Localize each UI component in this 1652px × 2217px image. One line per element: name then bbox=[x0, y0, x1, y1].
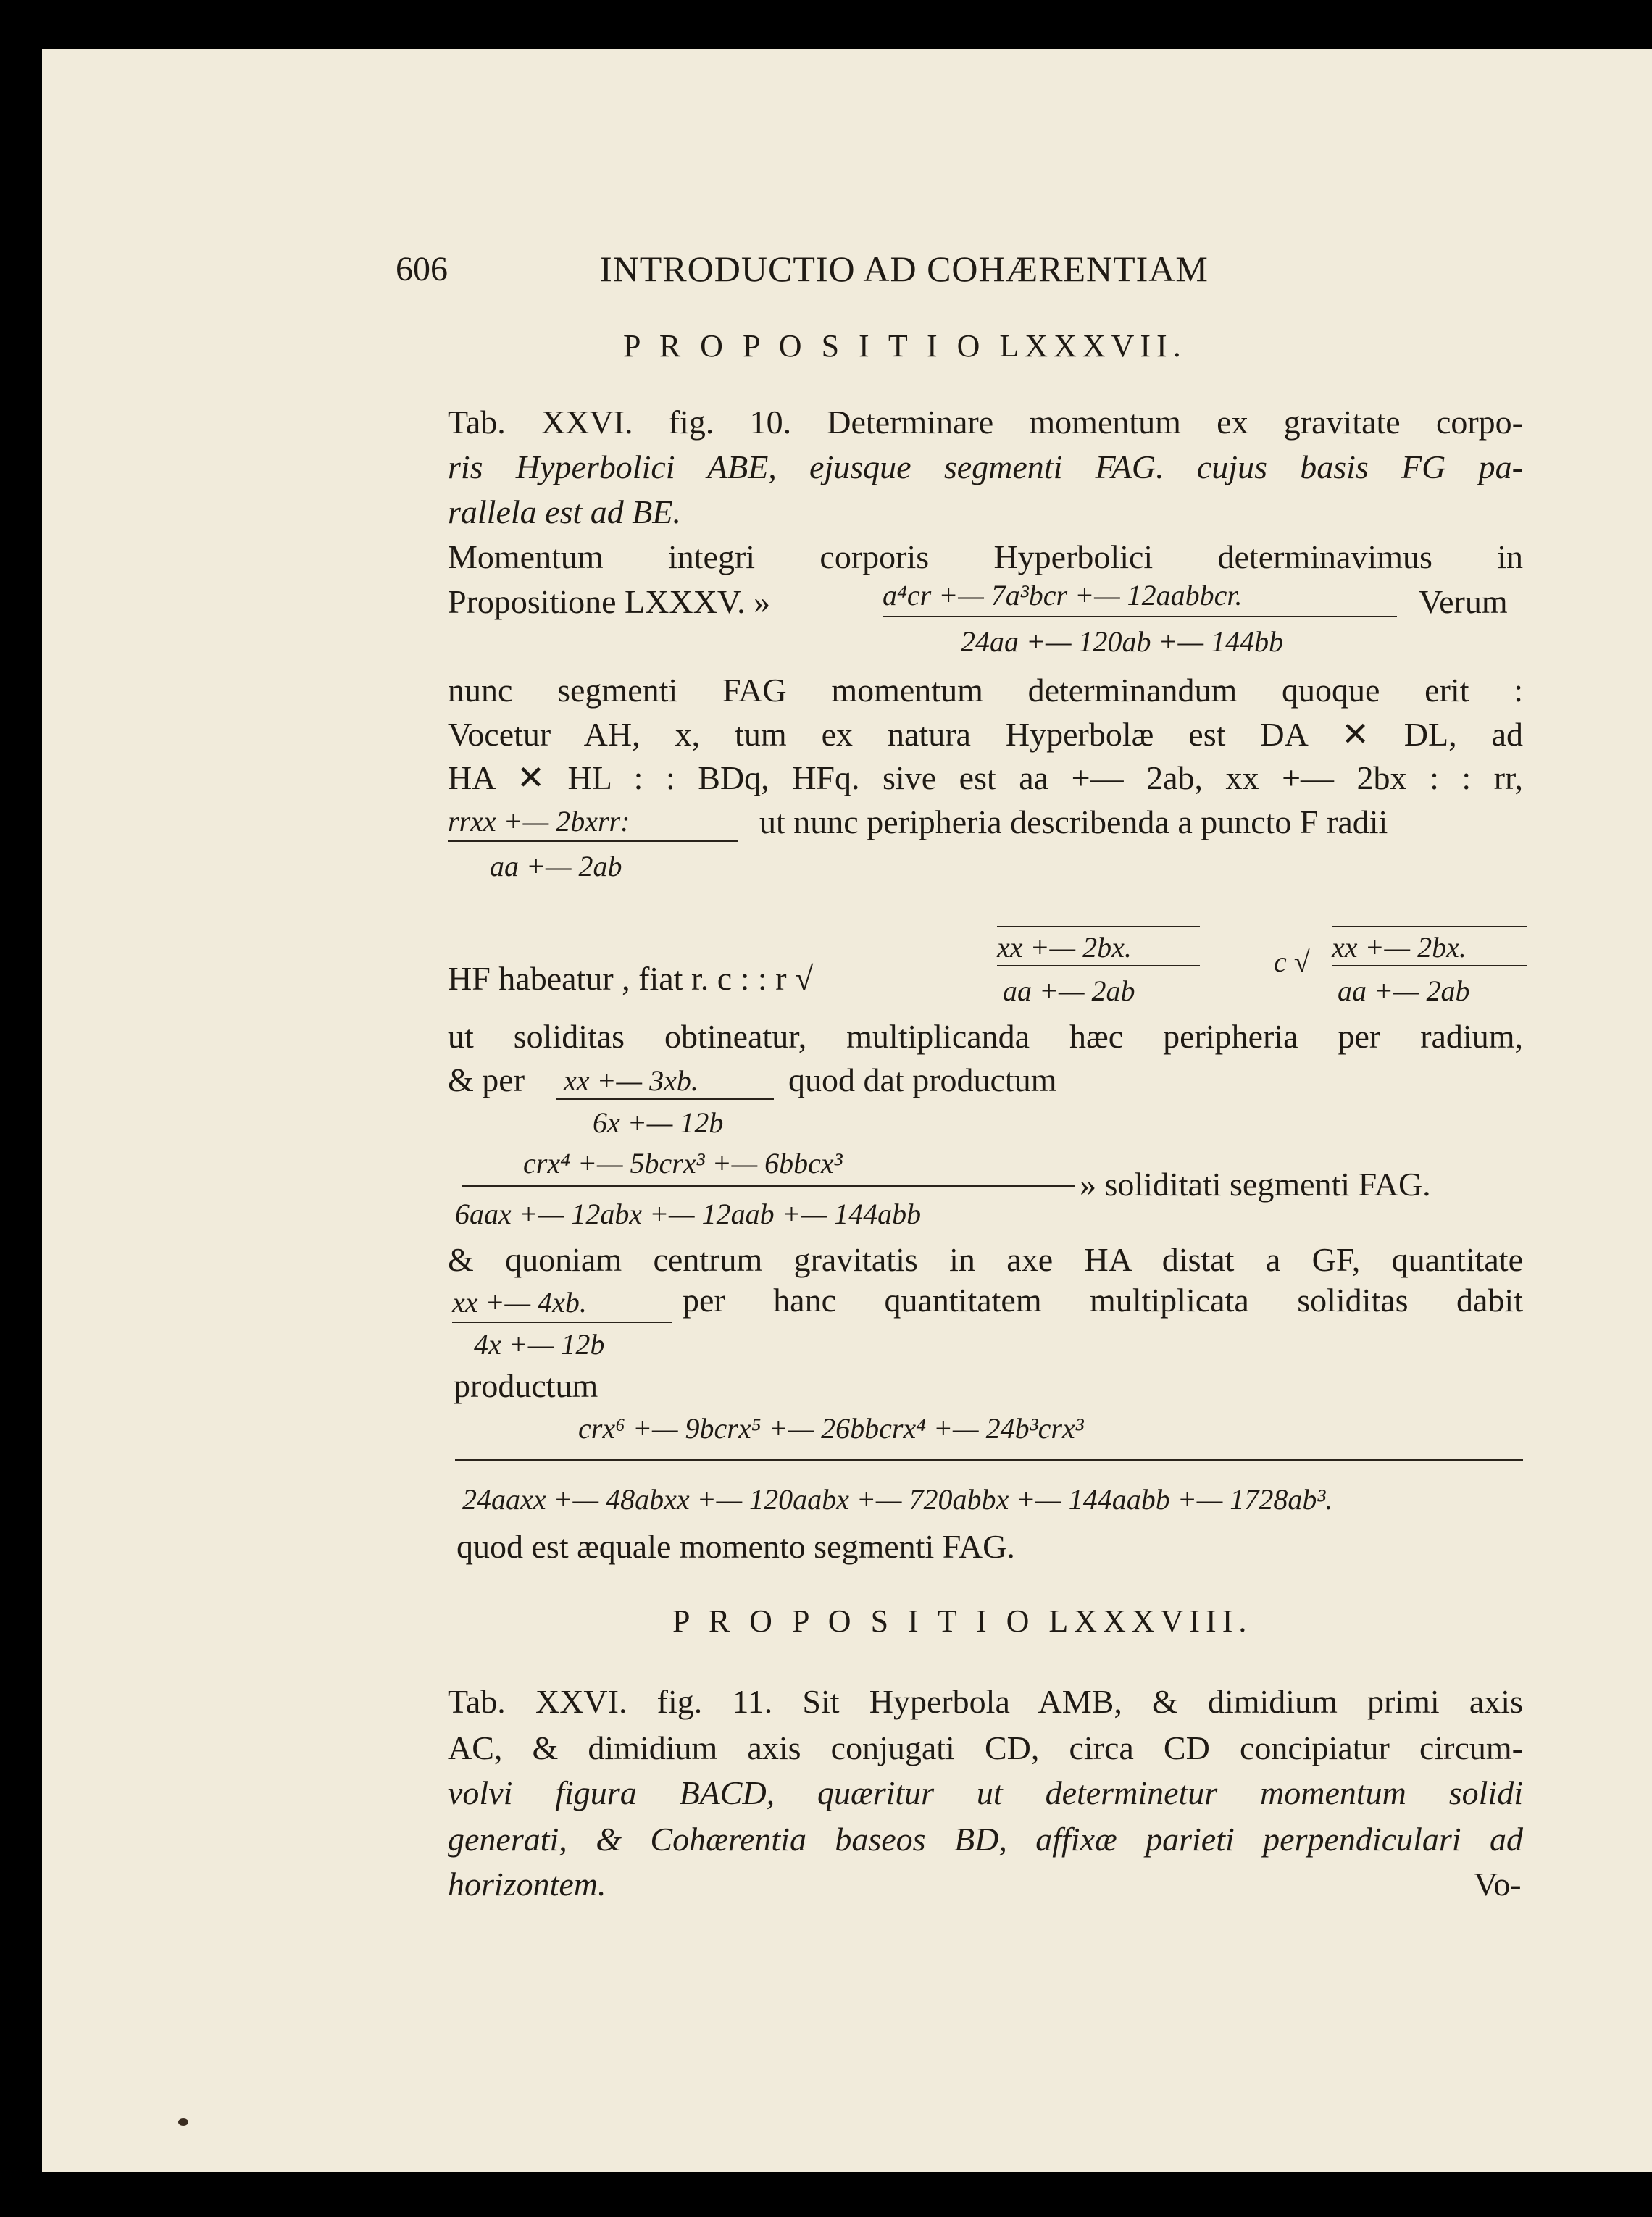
fraction-4-prefix: c √ bbox=[1274, 945, 1310, 978]
fraction-6-denominator: 6aax +— 12abx +— 12aab +— 144abb bbox=[455, 1198, 922, 1230]
p4-line-1: & quoniam centrum gravitatis in axe HA distat a GF, quantitate bbox=[448, 1241, 1523, 1278]
radical-2-overline bbox=[1332, 926, 1527, 927]
p1-line-2-start: Propositione LXXXV. » bbox=[448, 583, 771, 620]
fraction-1-bar bbox=[883, 616, 1397, 617]
fraction-6-result: » soliditati segmenti FAG. bbox=[1080, 1166, 1431, 1203]
fraction-5-numerator: xx +— 3xb. bbox=[564, 1064, 698, 1097]
p4-line-2-end: per hanc quantitatem multiplicata soliditas dabit bbox=[683, 1282, 1523, 1319]
prop88-line-1: Tab. XXVI. fig. 11. Sit Hyperbola AMB, & dimidium primi axis bbox=[448, 1683, 1523, 1720]
fraction-3-numerator: xx +— 2bx. bbox=[997, 931, 1132, 964]
fraction-3-bar bbox=[997, 965, 1200, 966]
p2-line-2: Vocetur AH, x, tum ex natura Hyperbolæ est DA ✕ DL, ad bbox=[448, 716, 1523, 753]
fraction-6-numerator: crx⁴ +— 5bcrx³ +— 6bbcx³ bbox=[523, 1147, 843, 1180]
fraction-1-numerator: a⁴cr +— 7a³bcr +— 12aabbcr. bbox=[883, 579, 1243, 611]
prop87-heading: P R O P O S I T I O LXXXVII. bbox=[623, 328, 1187, 364]
fraction-7-denominator: 4x +— 12b bbox=[474, 1328, 605, 1361]
fraction-5-bar bbox=[556, 1098, 774, 1100]
prop88-line-5: horizontem. bbox=[448, 1866, 606, 1903]
fraction-2-numerator: rrxx +— 2bxrr: bbox=[448, 805, 630, 838]
prop87-intro-line-1: Tab. XXVI. fig. 10. Determinare momentum ex gravitate corpo- bbox=[448, 404, 1523, 441]
prop88-line-4: generati, & Cohærentia baseos BD, affixæ parieti perpendiculari ad bbox=[448, 1821, 1523, 1858]
fraction-2-denominator: aa +— 2ab bbox=[490, 850, 622, 882]
fraction-5-denominator: 6x +— 12b bbox=[593, 1106, 724, 1139]
p2-line-1: nunc segmenti FAG momentum determinandum quoque erit : bbox=[448, 672, 1523, 709]
fraction-4-bar bbox=[1332, 965, 1527, 966]
fraction-8-bar bbox=[455, 1459, 1523, 1461]
ink-blot bbox=[178, 2118, 188, 2126]
p2-line-3: HA ✕ HL : : BDq, HFq. sive est aa +— 2ab, xx +— 2bx : : rr, bbox=[448, 759, 1523, 796]
prop87-intro-line-2: ris Hyperbolici ABE, ejusque segmenti FAG. cujus basis FG pa- bbox=[448, 448, 1523, 485]
p3-line-1: ut soliditas obtineatur, multiplicanda hæc peripheria per radium, bbox=[448, 1018, 1523, 1055]
fraction-7-bar bbox=[452, 1322, 672, 1323]
prop88-line-2: AC, & dimidium axis conjugati CD, circa CD concipiatur circum- bbox=[448, 1729, 1523, 1766]
fraction-6-bar bbox=[462, 1185, 1075, 1187]
p3-line-2-end: quod dat productum bbox=[788, 1061, 1057, 1098]
p2-line-4-end: ut nunc peripheria describenda a puncto F radii bbox=[759, 803, 1388, 840]
fraction-8-numerator: crx⁶ +— 9bcrx⁵ +— 26bbcrx⁴ +— 24b³crx³ bbox=[578, 1412, 1084, 1445]
p1-line-2-end: Verum bbox=[1419, 583, 1508, 620]
fraction-2-bar bbox=[448, 840, 738, 842]
hf-habeatur-text: HF habeatur , fiat r. c : : r √ bbox=[448, 960, 814, 997]
fraction-3-denominator: aa +— 2ab bbox=[1003, 974, 1135, 1007]
p3-line-2-start: & per bbox=[448, 1061, 525, 1098]
fraction-8-denominator: 24aaxx +— 48abxx +— 120aabx +— 720abbx +— 144aabb +— 1728ab³. bbox=[462, 1483, 1333, 1516]
productum-label: productum bbox=[454, 1367, 598, 1404]
fraction-7-numerator: xx +— 4xb. bbox=[452, 1286, 587, 1319]
fraction-4-denominator: aa +— 2ab bbox=[1338, 974, 1470, 1007]
prop88-line-3: volvi figura BACD, quæritur ut determinetur momentum solidi bbox=[448, 1774, 1523, 1811]
p1-line-1: Momentum integri corporis Hyperbolici determinavimus in bbox=[448, 538, 1523, 575]
page-number: 606 bbox=[396, 250, 448, 288]
radical-1-overline bbox=[997, 926, 1200, 927]
running-head: INTRODUCTIO AD COHÆRENTIAM bbox=[600, 249, 1209, 289]
prop88-heading: P R O P O S I T I O LXXXVIII. bbox=[672, 1603, 1253, 1639]
prop87-intro-line-3: rallela est ad BE. bbox=[448, 493, 681, 530]
fraction-4-numerator: xx +— 2bx. bbox=[1332, 931, 1467, 964]
catchword: Vo- bbox=[1474, 1866, 1522, 1903]
prop87-closing: quod est æquale momento segmenti FAG. bbox=[456, 1528, 1015, 1565]
fraction-1-denominator: 24aa +— 120ab +— 144bb bbox=[961, 625, 1284, 658]
book-page bbox=[42, 49, 1652, 2172]
